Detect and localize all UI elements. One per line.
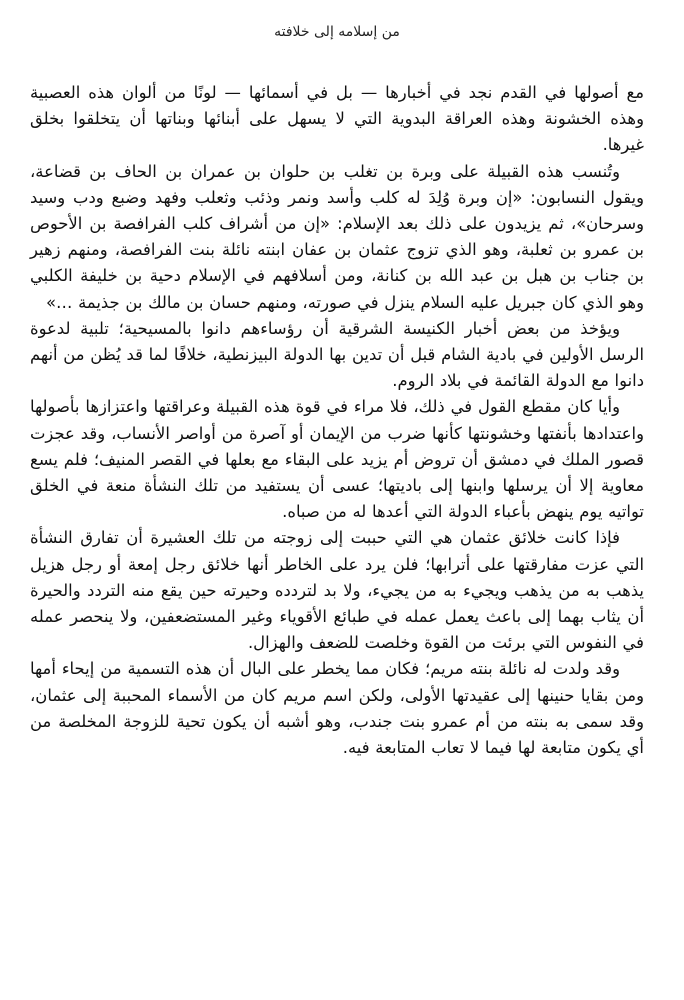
paragraph: وقد ولدت له نائلة بنته مريم؛ فكان مما يخطر على البال أن هذه التسمية من إيحاء أمها ومن بقايا حنينها إلى عقيدتها الأولى، ولكن اسم مريم كان من الأسماء المحببة إلى عثمان، وقد سمى به بنته من أم عمرو بنت جندب، وهو أشبه أن يكون تحية للزوجة المخلصة من أي يكون متابعة لها فيما لا تعاب المتابعة فيه. — [30, 659, 644, 758]
paragraph: وتُنسب هذه القبيلة على وبرة بن تغلب بن حلوان بن عمران بن الحاف بن قضاعة، ويقول النسابون: «إن وبرة وُلِدَ له كلب وأسد ونمر وذئب وثعلب وفهد وضبع ودب وسيد وسرحان»، ثم يزيدون على ذلك بعد الإسلام: «إن من أشراف كلب الفرافصة بن الأحوص بن عمرو بن ثعلبة، وهو الذي تزوج عثمان بن عفان ابنته نائلة بنت الفرافصة، ومنهم زهير بن جناب بن هبل بن عبد الله بن كنانة، ومن أسلافهم في الإسلام دحية بن خليفة الكلبي وهو الذي كان جبريل عليه السلام ينزل في صورته، ومنهم حسان بن مالك بن جذيمة …» — [30, 161, 644, 312]
paragraph: فإذا كانت خلائق عثمان هي التي حببت إلى زوجته من تلك العشيرة أن تفارق النشأة التي عزت مفارقتها على أترابها؛ فلن يرد على الخاطر أنها خلائق رجل إمعة أو رجل هزيل يذهب به من يذهب ويجيء به من يجيء، ولا بد لتردده وحيرته حين يقع منه التردد والحيرة أن يثاب بهما إلى باعث يعمل عمله في طبائع الأقوياء وغير المستضعفين، ولا ينحصر عمله في النفوس التي برئت من القوة وخلصت للضعف والهزال. — [30, 528, 644, 653]
paragraph: ويؤخذ من بعض أخبار الكنيسة الشرقية أن رؤساءهم دانوا بالمسيحية؛ تلبية لدعوة الرسل الأولين في بادية الشام قبل أن تدين بها الدولة البيزنطية، خلافًا لما قد يُظن من أنهم دانوا مع الدولة القائمة في بلاد الروم. — [30, 318, 644, 391]
body-text — [30, 80, 644, 761]
paragraph: مع أصولها في القدم نجد في أخبارها — بل في أسمائها — لونًا من ألوان هذه العصبية وهذه الخشونة وهذه العراقة البدوية التي لا يسهل على أبنائها وبناتها أن يتخلقوا بخلق غيرها. — [30, 83, 644, 155]
running-header-title: من إسلامه إلى خلافته — [274, 24, 400, 40]
paragraph: وأيا كان مقطع القول في ذلك، فلا مراء في قوة هذه القبيلة وعراقتها واعتزازها بأصولها واعتدادها بأنفتها وخشونتها كأنها ضرب من الإيمان أو آصرة من أواصر الأنساب، وقد عجزت قصور الملك في دمشق أن تروض أم يزيد على البقاء مع بعلها في القصر المنيف؛ فلم يسع معاوية إلا أن يرسلها وابنها إلى باديتها؛ عسى أن يستفيد من تلك النشأة منعة في الخلق تواتيه يوم ينهض بأعباء الدولة التي أعدها له من صباه. — [30, 397, 644, 522]
